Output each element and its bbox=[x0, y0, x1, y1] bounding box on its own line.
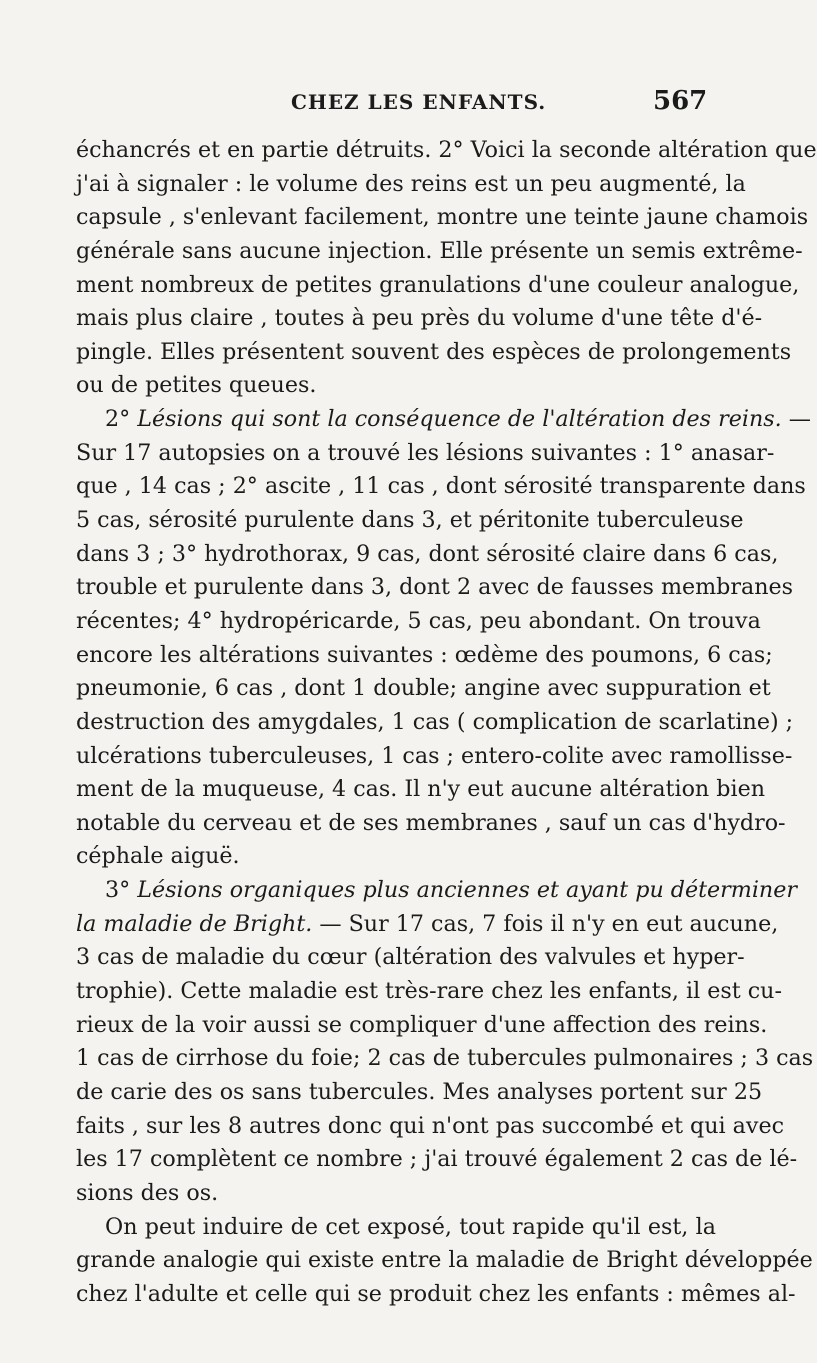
text-line: 3 cas de maladie du cœur (altération des valvules et hyper- bbox=[76, 944, 745, 971]
section-title: Lésions organiques plus anciennes et ayant pu déterminer bbox=[137, 877, 797, 904]
text-line: j'ai à signaler : le volume des reins est un peu augmenté, la bbox=[76, 170, 746, 197]
text-line: Sur 17 autopsies on a trouvé les lésions suivantes : 1° anasar- bbox=[76, 439, 775, 466]
section-number: 3° bbox=[105, 877, 131, 904]
text-line: rieux de la voir aussi se compliquer d'une affection des reins. bbox=[76, 1011, 768, 1038]
text-line: trophie). Cette maladie est très-rare chez les enfants, il est cu- bbox=[76, 978, 782, 1005]
text-line: ou de petites queues. bbox=[76, 372, 317, 399]
text-run: — Sur 17 cas, 7 fois il n'y en eut aucune, bbox=[312, 910, 779, 937]
text-line: pingle. Elles présentent souvent des espèces de prolongements bbox=[76, 338, 792, 365]
page-number: 567 bbox=[653, 86, 708, 116]
text-line: destruction des amygdales, 1 cas ( complication de scarlatine) ; bbox=[76, 708, 794, 735]
text-line: sions des os. bbox=[76, 1179, 219, 1206]
text-line: récentes; 4° hydropéricarde, 5 cas, peu abondant. On trouva bbox=[76, 607, 761, 634]
text-line: dans 3 ; 3° hydrothorax, 9 cas, dont sérosité claire dans 6 cas, bbox=[76, 540, 779, 567]
text-line: échancrés et en partie détruits. 2° Voici la seconde altération que bbox=[76, 137, 817, 163]
body-text bbox=[76, 134, 817, 1311]
section-number: 2° bbox=[105, 406, 131, 433]
running-head bbox=[0, 86, 800, 116]
text-line: mais plus claire , toutes à peu près du volume d'une tête d'é- bbox=[76, 305, 763, 332]
running-title: CHEZ LES ENFANTS. bbox=[291, 90, 547, 114]
text-line: ment nombreux de petites granulations d'une couleur analogue, bbox=[76, 271, 800, 298]
text-line: de carie des os sans tubercules. Mes analyses portent sur 25 bbox=[76, 1078, 763, 1105]
section-heading-line bbox=[76, 908, 779, 942]
text-line: notable du cerveau et de ses membranes , sauf un cas d'hydro- bbox=[76, 809, 786, 836]
text-line: capsule , s'enlevant facilement, montre une teinte jaune chamois bbox=[76, 204, 809, 231]
text-line: générale sans aucune injection. Elle présente un semis extrême- bbox=[76, 237, 803, 264]
text-line: 5 cas, sérosité purulente dans 3, et péritonite tuberculeuse bbox=[76, 507, 744, 534]
section-heading-line bbox=[76, 403, 811, 437]
section-title: Lésions qui sont la conséquence de l'altération des reins. bbox=[137, 406, 782, 433]
text-line: 1 cas de cirrhose du foie; 2 cas de tubercules pulmonaires ; 3 cas bbox=[76, 1045, 814, 1072]
text-line: faits , sur les 8 autres donc qui n'ont pas succombé et qui avec bbox=[76, 1112, 784, 1139]
text-line: trouble et purulente dans 3, dont 2 avec de fausses membranes bbox=[76, 574, 794, 601]
text-line: pneumonie, 6 cas , dont 1 double; angine avec suppuration et bbox=[76, 675, 771, 702]
text-line: ulcérations tuberculeuses, 1 cas ; entero-colite avec ramollisse- bbox=[76, 742, 793, 769]
text-line: ment de la muqueuse, 4 cas. Il n'y eut aucune altération bien bbox=[76, 776, 765, 803]
text-line: encore les altérations suivantes : œdème des poumons, 6 cas; bbox=[76, 641, 773, 668]
section-dash: — bbox=[781, 406, 811, 433]
section-title: la maladie de Bright. bbox=[76, 910, 313, 937]
section-heading-line bbox=[76, 874, 797, 908]
text-line: grande analogie qui existe entre la maladie de Bright développée bbox=[76, 1247, 813, 1274]
text-line: que , 14 cas ; 2° ascite , 11 cas , dont sérosité transparente dans bbox=[76, 473, 806, 500]
text-line: les 17 complètent ce nombre ; j'ai trouvé également 2 cas de lé- bbox=[76, 1146, 798, 1173]
text-line: chez l'adulte et celle qui se produit chez les enfants : mêmes al- bbox=[76, 1280, 796, 1307]
text-line: On peut induire de cet exposé, tout rapide qu'il est, la bbox=[105, 1213, 716, 1240]
text-line: céphale aiguë. bbox=[76, 843, 240, 870]
